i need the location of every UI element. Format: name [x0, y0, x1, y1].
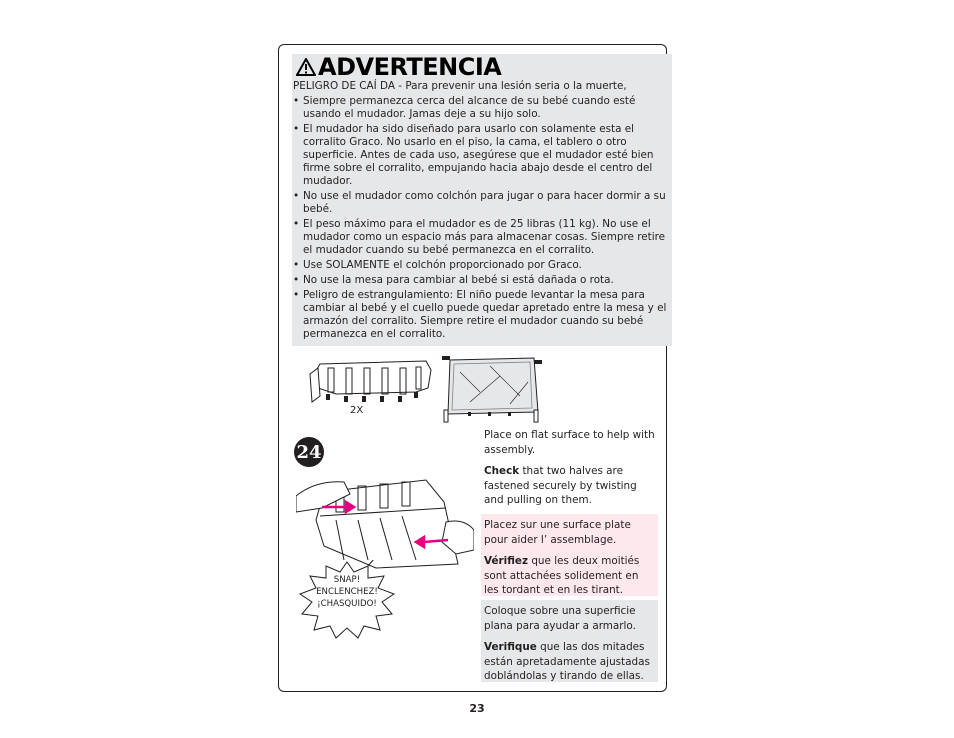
- snap-line: ¡CHASQUIDO!: [317, 599, 377, 609]
- instruction-line: Placez sur une surface plate pour aider l’ assemblage.: [484, 519, 631, 546]
- warning-bullet: • Siempre permanezca cerca del alcance de su bebé cuando esté usando el mudador. Jamas deje a su hijo solo.: [293, 95, 671, 121]
- instruction-keyword: Vérifiez: [484, 555, 529, 567]
- warning-bullet: • El mudador ha sido diseñado para usarlo con solamente esta el corralito Graco. No usarlo en el piso, la cama, el tablero o otro superficie. Antes de cada uso, asegúrese que el mudador esté bien firme sobre el corralito, empujando hacia abajo desde el centro del mudador.: [293, 123, 671, 188]
- instruction-keyword: Verifique: [484, 641, 537, 653]
- instruction-text: que les deux moitiés sont attachées solidement en les tordant et en les tirant.: [484, 555, 640, 596]
- instruction-line: Place on flat surface to help with assembly.: [484, 429, 655, 456]
- instruction-line: [484, 464, 655, 508]
- snap-line: SNAP!: [333, 575, 361, 585]
- warning-bullet: • El peso máximo para el mudador es de 25 libras (11 kg). No use el mudador como un espacio más para almacenar cosas. Siempre retire el mudador cuando su bebé permanezca en el corralito.: [293, 218, 671, 257]
- quantity-label: 2X: [350, 405, 364, 416]
- snap-callout-text: [306, 574, 388, 610]
- assembly-illustration: [296, 460, 474, 570]
- instruction-line: Coloque sobre una superficie plana para ayudar a armarlo.: [484, 605, 636, 632]
- warning-bullet: • Peligro de estrangulamiento: El niño puede levantar la mesa para cambiar al bebé y el cuello puede quedar apretado entre la mesa y el armazón del corralito. Siempre retire el mudador cuando su bebé permanezca en el corralito.: [293, 289, 671, 341]
- instruction-line: [484, 554, 655, 598]
- warning-title: ADVERTENCIA: [318, 53, 502, 81]
- warning-triangle-icon: [296, 58, 316, 76]
- warning-heading: [296, 52, 501, 82]
- instruction-text: that two halves are fastened securely by twisting and pulling on them.: [484, 465, 637, 506]
- step-number: 24: [294, 437, 324, 467]
- mattress-illustration: [440, 352, 544, 426]
- page-number: 23: [469, 702, 485, 715]
- instruction-keyword: Check: [484, 465, 520, 477]
- warning-list: [293, 95, 671, 343]
- warning-bullet: • No use el mudador como colchón para jugar o para hacer dormir a su bebé.: [293, 190, 671, 216]
- warning-intro: PELIGRO DE CAÍ DA - Para prevenir una lesión seria o la muerte,: [293, 80, 627, 92]
- instructions-spanish: [481, 600, 658, 682]
- changer-half-illustration: [306, 358, 434, 408]
- warning-bullet: • No use la mesa para cambiar al bebé si está dañada o rota.: [293, 274, 671, 287]
- instruction-text: que las dos mitades están apretadamente ajustadas doblándolas y tirando de ellas.: [484, 641, 650, 682]
- snap-line: ENCLENCHEZ!: [316, 587, 378, 597]
- instructions-french: [481, 514, 658, 596]
- instruction-line: [484, 640, 655, 684]
- instructions-english: [481, 424, 658, 508]
- warning-bullet: • Use SOLAMENTE el colchón proporcionado por Graco.: [293, 259, 671, 272]
